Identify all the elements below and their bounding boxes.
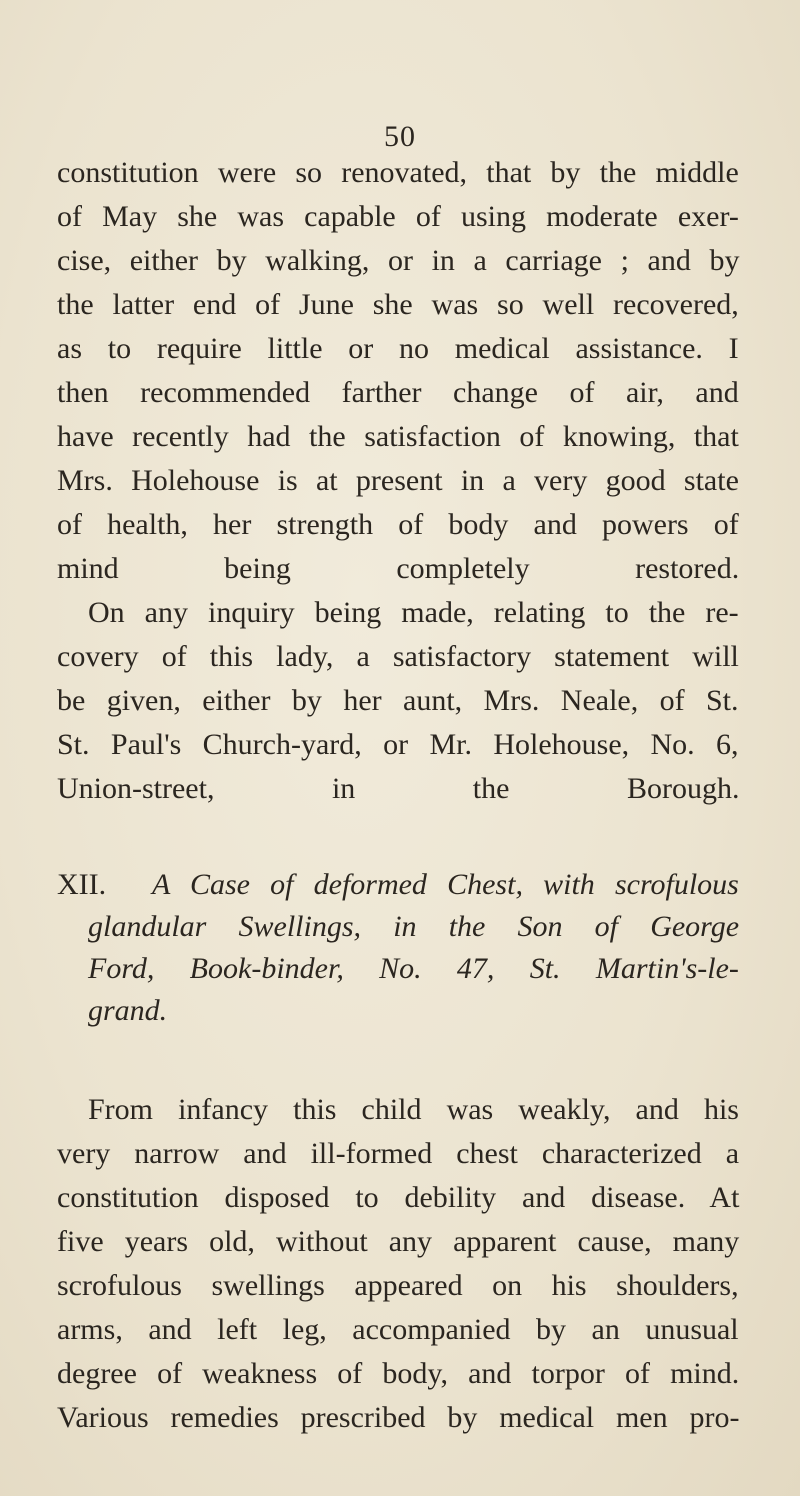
case-title-line: grand. [88, 994, 168, 1027]
text-line: St. Paul's Church-yard, or Mr. Holehouse, No. 6, [57, 728, 739, 761]
text-line: degree of weakness of body, and torpor of mind. [57, 1357, 740, 1390]
text-line: arms, and left leg, accompanied by an unusual [57, 1313, 739, 1346]
text-line: Mrs. Holehouse is at present in a very good state [57, 464, 739, 497]
text-line: mind being completely restored. [57, 552, 740, 585]
text-line: have recently had the satisfaction of knowing, that [57, 420, 739, 453]
text-line: scrofulous swellings appeared on his shoulders, [57, 1269, 739, 1302]
text-line: five years old, without any apparent cause, many [57, 1225, 740, 1258]
text-line: constitution were so renovated, that by the middle [57, 156, 739, 189]
text-line: very narrow and ill-formed chest characterized a [57, 1137, 740, 1170]
text-line: cise, either by walking, or in a carriage ; and by [57, 244, 740, 277]
text-line: then recommended farther change of air, and [57, 376, 739, 409]
text-line: be given, either by her aunt, Mrs. Neale, of St. [57, 684, 739, 717]
text-line: From infancy this child was weakly, and his [88, 1093, 739, 1126]
page-number: 50 [384, 120, 416, 153]
text-line: covery of this lady, a satisfactory statement will [57, 640, 739, 673]
text-line: of May she was capable of using moderate exer- [57, 200, 739, 233]
text-line: of health, her strength of body and powers of [57, 508, 739, 541]
text-line: Union-street, in the Borough. [57, 772, 740, 805]
text-line: constitution disposed to debility and disease. At [57, 1181, 740, 1214]
case-title-line: glandular Swellings, in the Son of George [88, 910, 740, 943]
case-title-line: Ford, Book-binder, No. 47, St. Martin's-le- [88, 952, 739, 985]
text-line: the latter end of June she was so well recovered, [57, 288, 739, 321]
text-line: On any inquiry being made, relating to the re- [88, 596, 739, 629]
case-numeral: XII. [57, 868, 107, 901]
case-title-line: A Case of deformed Chest, with scrofulous [152, 868, 739, 901]
text-line: as to require little or no medical assistance. I [57, 332, 739, 365]
text-line: Various remedies prescribed by medical men pro- [57, 1401, 740, 1434]
